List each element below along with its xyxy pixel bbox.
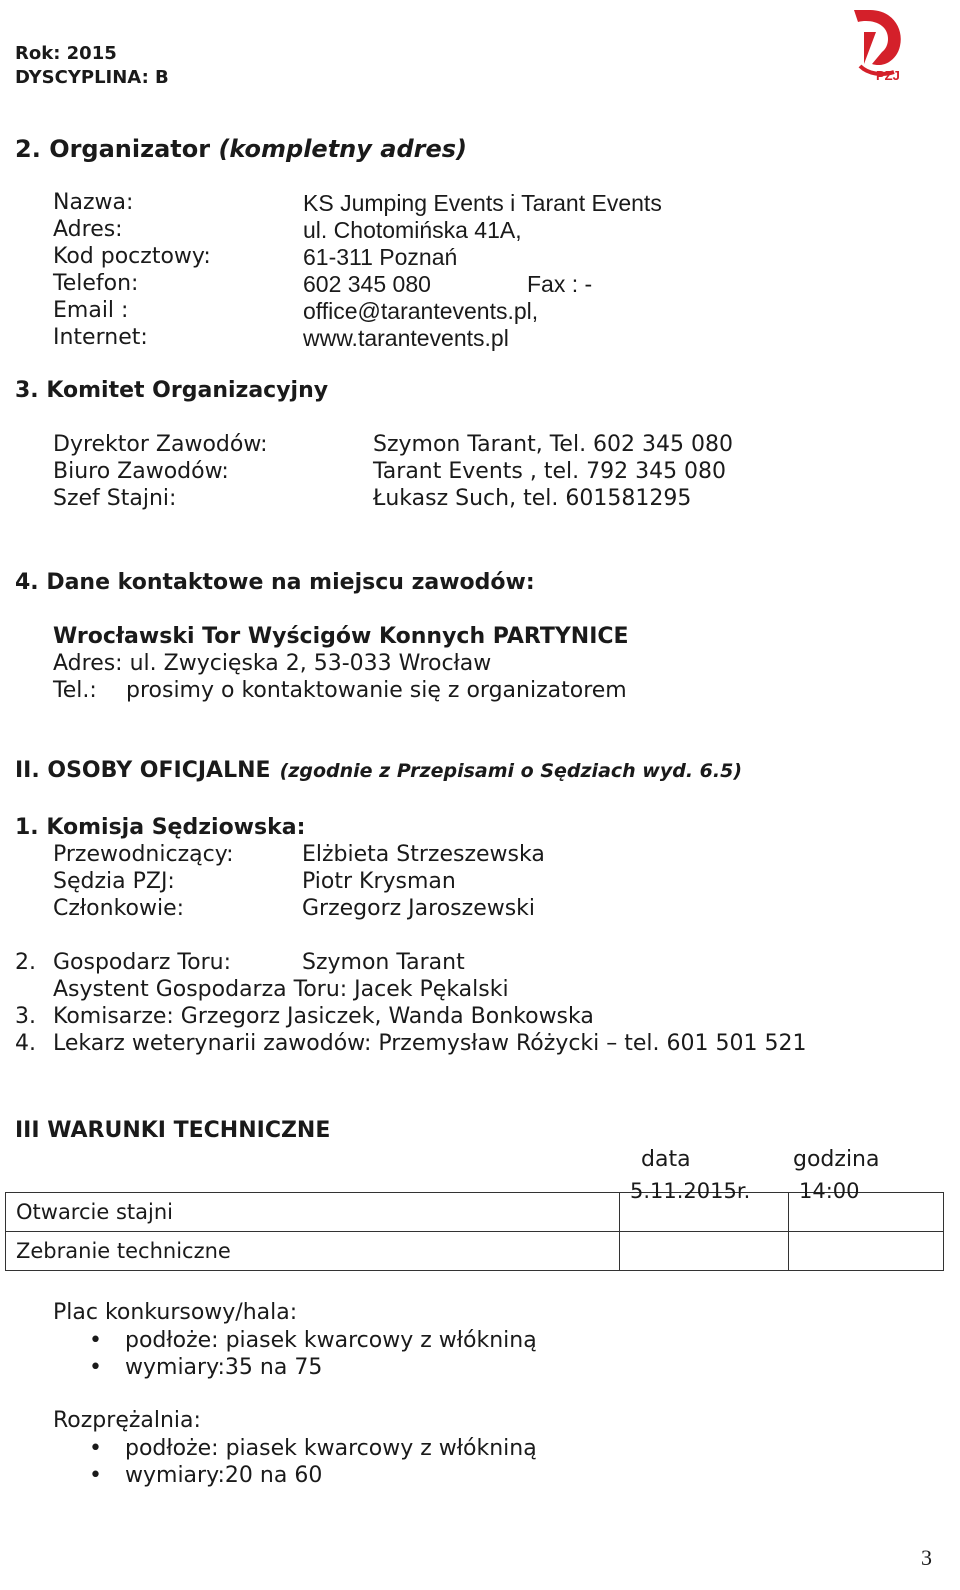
organizer-heading-note: (kompletny adres)	[218, 135, 467, 163]
committee-value-office: Tarant Events , tel. 792 345 080	[373, 459, 727, 484]
list-item: • wymiary:20 na 60	[53, 1462, 537, 1489]
list-item: • podłoże: piasek kwarcowy z włókniną	[53, 1435, 537, 1462]
committee-value-stable: Łukasz Such, tel. 601581295	[373, 486, 692, 511]
row-label-text: Zebranie techniczne	[16, 1239, 231, 1263]
arena-list	[53, 1327, 537, 1381]
stewards: Komisarze: Grzegorz Jasiczek, Wanda Bonkowska	[53, 1004, 594, 1029]
technical-heading: III WARUNKI TECHNICZNE	[15, 1118, 331, 1143]
vet-num: 4.	[15, 1031, 36, 1056]
venue-tel-value: prosimy o kontaktowanie się z organizatorem	[126, 678, 627, 703]
jury-label-judge: Sędzia PZJ:	[53, 869, 175, 894]
officials-heading	[15, 758, 742, 783]
row-label	[6, 1232, 620, 1271]
org-value-address: ul. Chotomińska 41A,	[303, 217, 522, 243]
arena-heading: Plac konkursowy/hala:	[53, 1300, 298, 1325]
jury-value-judge: Piotr Krysman	[302, 869, 456, 894]
course-value: Szymon Tarant	[302, 950, 465, 975]
warmup-heading: Rozprężalnia:	[53, 1408, 201, 1433]
org-label-postal: Kod pocztowy:	[53, 244, 211, 269]
row-date-text: 5.11.2015r.	[630, 1179, 751, 1203]
jury-value-members: Grzegorz Jaroszewski	[302, 896, 536, 921]
warmup-list	[53, 1435, 537, 1489]
org-value-internet: www.tarantevents.pl	[303, 325, 509, 351]
technical-col-date: data	[641, 1147, 691, 1172]
course-assistant: Asystent Gospodarza Toru: Jacek Pękalski	[53, 977, 509, 1002]
org-label-phone: Telefon:	[53, 271, 139, 296]
org-label-internet: Internet:	[53, 325, 148, 350]
org-value-email: office@tarantevents.pl,	[303, 298, 539, 324]
org-value-postal: 61-311 Poznań	[303, 244, 458, 270]
org-value-phone: 602 345 080	[303, 271, 431, 297]
list-item: • podłoże: piasek kwarcowy z włókniną	[53, 1327, 537, 1354]
table-row	[6, 1193, 944, 1232]
row-date	[620, 1179, 789, 1232]
vet: Lekarz weterynarii zawodów: Przemysław Różycki – tel. 601 501 521	[53, 1031, 807, 1056]
committee-label-director: Dyrektor Zawodów:	[53, 432, 268, 457]
row-time	[789, 1232, 944, 1271]
logo-text: PZJ	[876, 68, 900, 83]
venue-name: Wrocławski Tor Wyścigów Konnych PARTYNICE	[53, 624, 629, 649]
row-time	[789, 1179, 944, 1232]
jury-label-members: Członkowie:	[53, 896, 185, 921]
committee-label-stable: Szef Stajni:	[53, 486, 177, 511]
org-label-email: Email :	[53, 298, 129, 323]
org-label-name: Nazwa:	[53, 190, 134, 215]
row-label	[6, 1193, 620, 1232]
table-row	[6, 1232, 944, 1271]
officials-heading-note: (zgodnie z Przepisami o Sędziach wyd. 6.5)	[279, 760, 743, 782]
committee-value-director: Szymon Tarant, Tel. 602 345 080	[373, 432, 734, 457]
org-label-address: Adres:	[53, 217, 123, 242]
page-number: 3	[921, 1545, 932, 1570]
row-time-text: 14:00	[799, 1179, 860, 1203]
technical-col-time: godzina	[793, 1147, 880, 1172]
pzj-logo	[842, 2, 912, 88]
officials-heading-title: II. OSOBY OFICJALNE	[15, 758, 271, 783]
course-label: Gospodarz Toru:	[53, 950, 231, 975]
committee-heading: 3. Komitet Organizacyjny	[15, 378, 329, 403]
row-label-text: Otwarcie stajni	[16, 1200, 173, 1224]
course-num: 2.	[15, 950, 36, 975]
list-item: • wymiary:35 na 75	[53, 1354, 537, 1381]
venue-address: Adres: ul. Zwycięska 2, 53-033 Wrocław	[53, 651, 492, 676]
discipline-label: DYSCYPLINA: B	[15, 67, 169, 88]
year-label: Rok: 2015	[15, 43, 117, 64]
stewards-num: 3.	[15, 1004, 36, 1029]
row-date	[620, 1232, 789, 1271]
jury-heading: 1. Komisja Sędziowska:	[15, 815, 306, 840]
org-fax: Fax : -	[527, 271, 593, 297]
organizer-heading-text: Organizator	[49, 135, 211, 163]
organizer-heading	[15, 135, 467, 163]
jury-value-chair: Elżbieta Strzeszewska	[302, 842, 545, 867]
technical-table	[5, 1179, 944, 1271]
contact-heading: 4. Dane kontaktowe na miejscu zawodów:	[15, 570, 535, 595]
committee-label-office: Biuro Zawodów:	[53, 459, 229, 484]
venue-tel-label: Tel.:	[53, 678, 97, 703]
organizer-heading-num: 2.	[15, 135, 41, 163]
org-value-name: KS Jumping Events i Tarant Events	[303, 190, 662, 216]
jury-label-chair: Przewodniczący:	[53, 842, 234, 867]
